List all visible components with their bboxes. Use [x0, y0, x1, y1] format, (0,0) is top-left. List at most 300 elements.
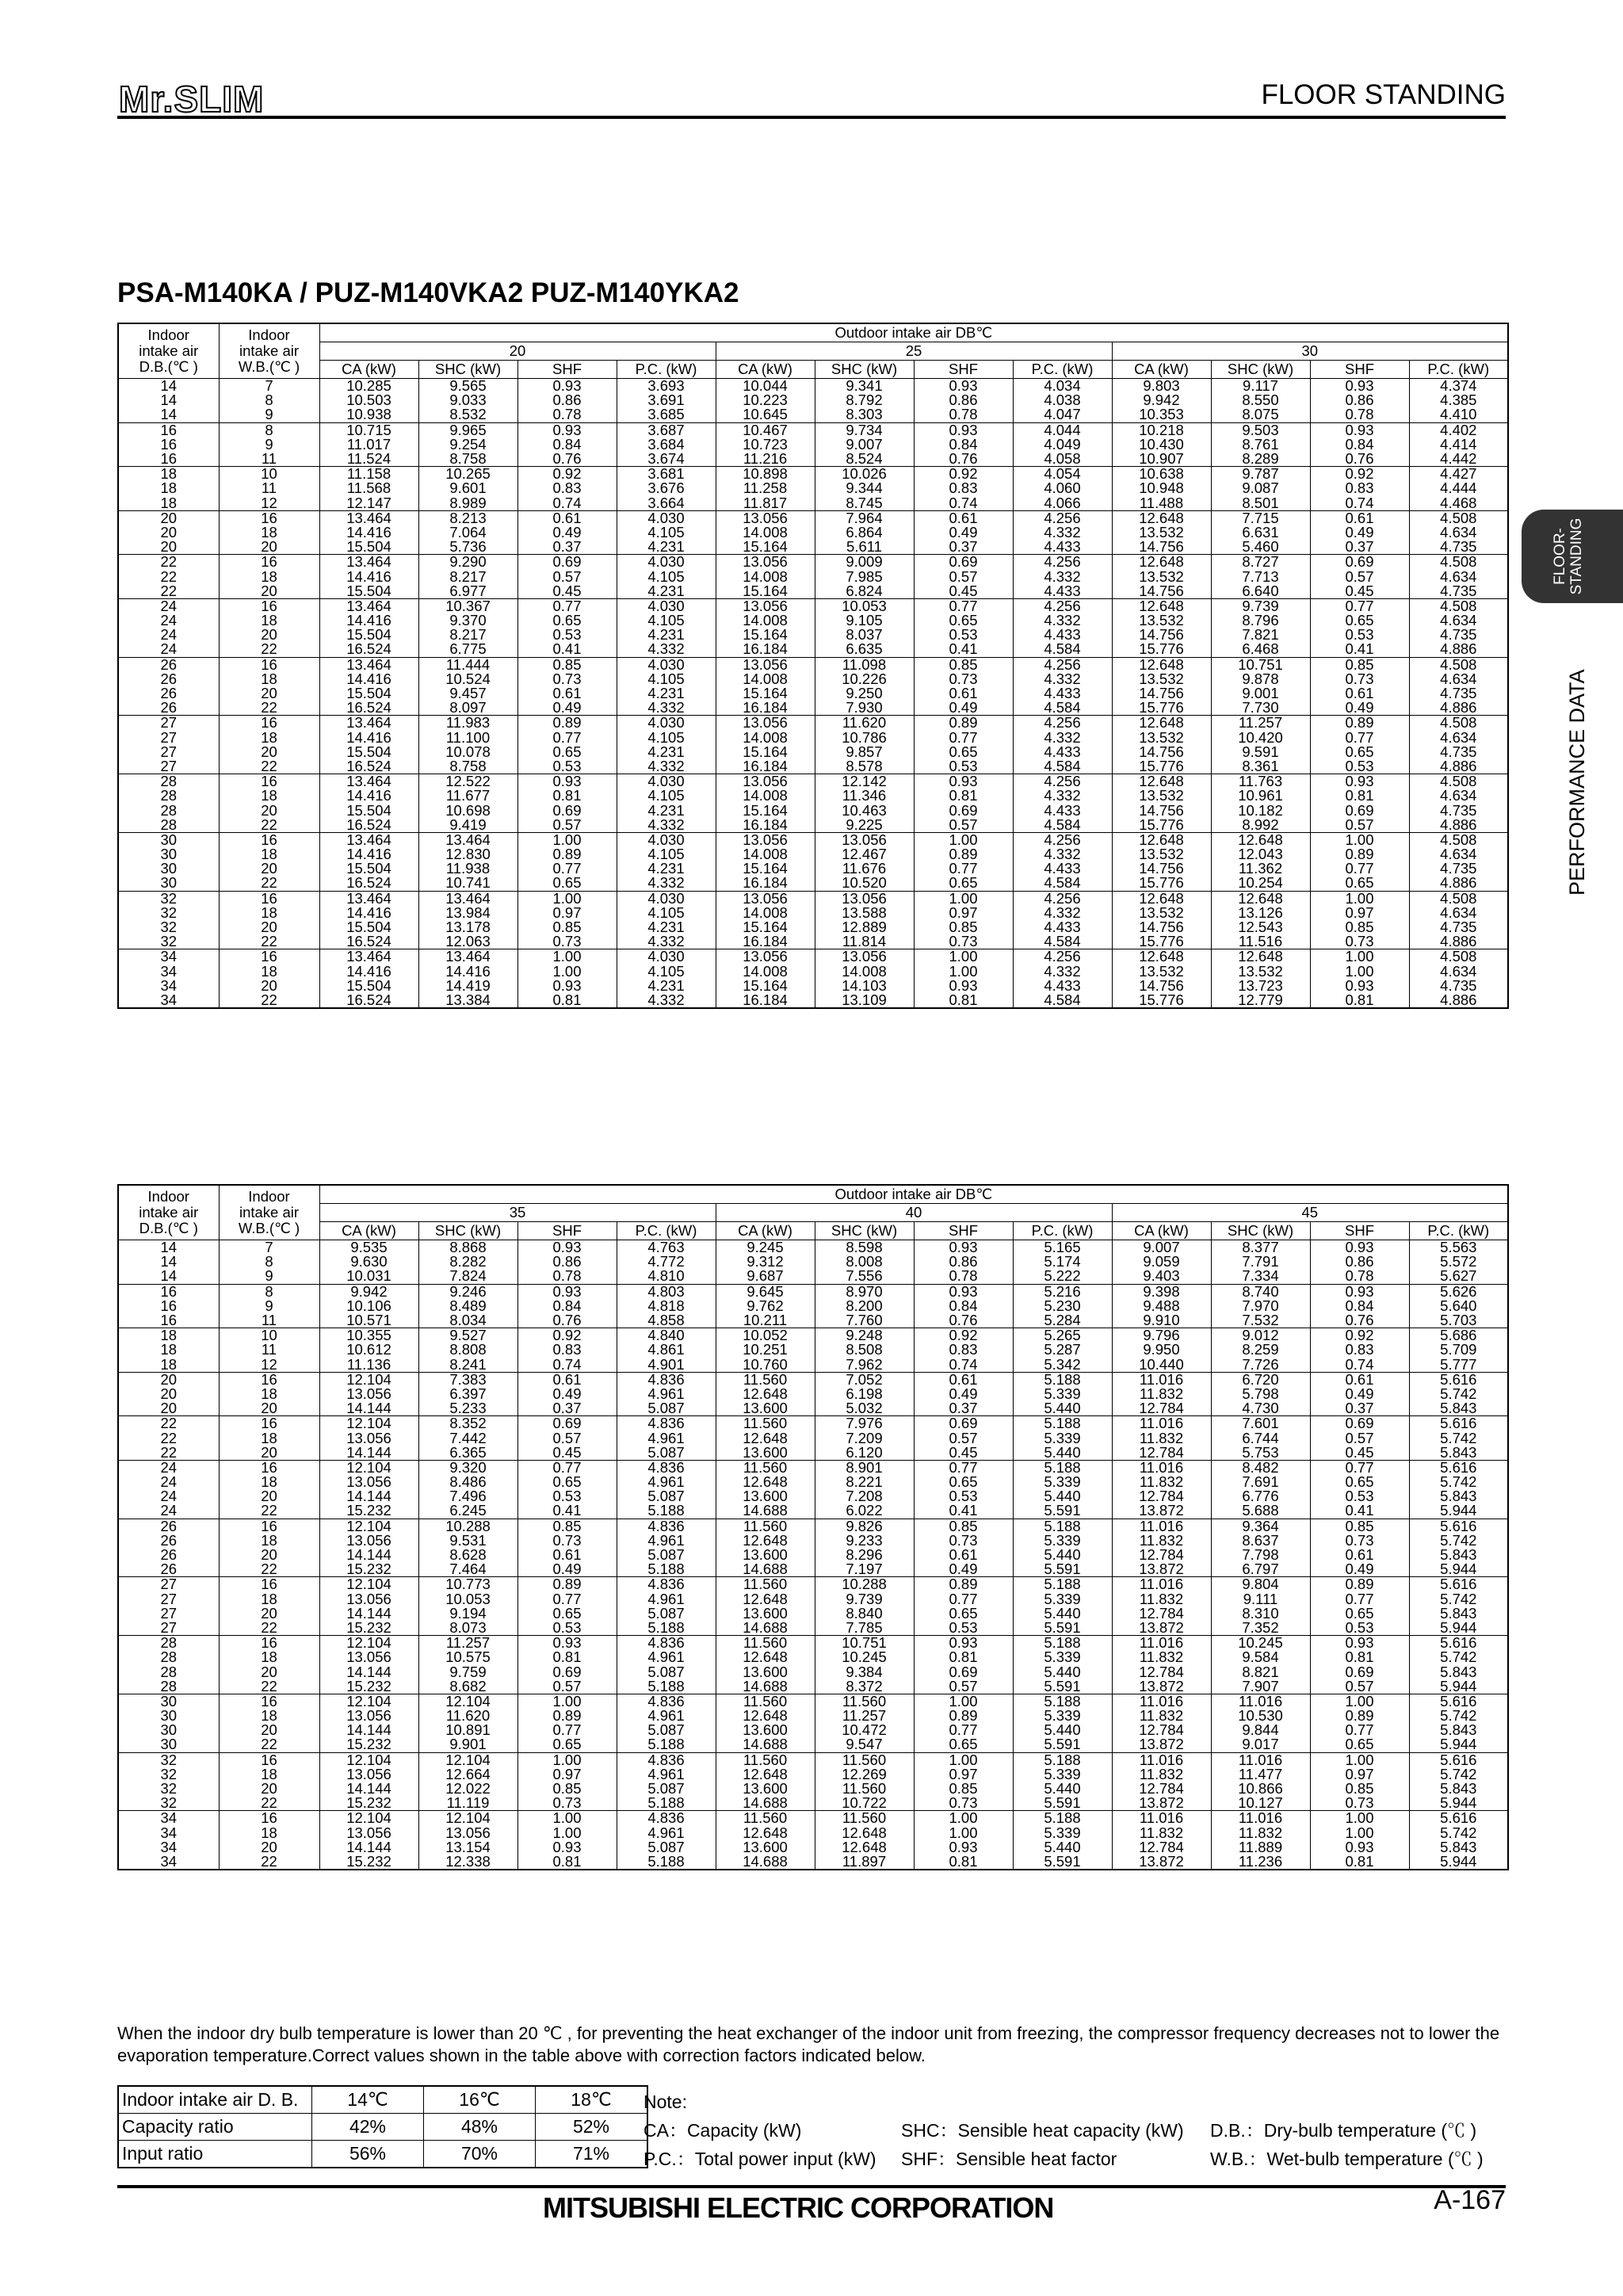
value-cell: 0.53 [914, 628, 1013, 642]
value-cell: 15.232 [319, 1679, 418, 1694]
value-cell: 9.225 [815, 818, 914, 833]
value-cell: 15.776 [1112, 759, 1211, 774]
value-cell: 4.836 [617, 1636, 716, 1651]
value-cell: 4.634 [1409, 789, 1508, 803]
value-cell: 8.486 [418, 1475, 517, 1489]
indoor-db-cell: 22 [118, 555, 219, 570]
value-cell: 11.677 [418, 789, 517, 803]
value-cell: 0.73 [1310, 672, 1409, 686]
value-cell: 13.464 [319, 555, 418, 570]
indoor-wb-cell: 20 [219, 584, 319, 599]
column-header: CA (kW) [319, 361, 418, 379]
value-cell: 5.736 [418, 540, 517, 555]
value-cell: 10.715 [319, 422, 418, 437]
value-cell: 6.198 [815, 1387, 914, 1401]
value-cell: 13.464 [319, 832, 418, 847]
value-cell: 13.464 [319, 949, 418, 965]
input-ratio-value: 71% [536, 2141, 648, 2168]
value-cell: 8.008 [815, 1255, 914, 1269]
value-cell: 10.722 [815, 1796, 914, 1811]
value-cell: 4.047 [1013, 407, 1112, 422]
value-cell: 1.00 [914, 965, 1013, 979]
value-cell: 0.65 [1310, 876, 1409, 891]
value-cell: 0.57 [1310, 569, 1409, 583]
value-cell: 6.022 [815, 1503, 914, 1519]
value-cell: 11.100 [418, 731, 517, 745]
table-row [118, 657, 1508, 672]
value-cell: 10.053 [815, 598, 914, 613]
correction-header-row [118, 2086, 647, 2114]
table-row [118, 716, 1508, 731]
indoor-db-cell: 34 [118, 979, 219, 993]
indoor-db-cell: 32 [118, 891, 219, 906]
value-cell: 8.840 [815, 1606, 914, 1621]
value-cell: 4.508 [1409, 555, 1508, 570]
value-cell: 9.087 [1211, 481, 1310, 495]
value-cell: 9.630 [319, 1255, 418, 1269]
indoor-db-cell: 27 [118, 1592, 219, 1606]
value-cell: 11.560 [716, 1372, 815, 1387]
indoor-wb-header-line: W.B.(℃ ) [238, 1220, 300, 1236]
value-cell: 14.144 [319, 1489, 418, 1503]
table-row [118, 672, 1508, 686]
value-cell: 14.416 [319, 569, 418, 583]
indoor-wb-cell: 20 [219, 1548, 319, 1562]
value-cell: 13.384 [418, 993, 517, 1008]
value-cell: 11.620 [418, 1709, 517, 1723]
indoor-db-cell: 28 [118, 1636, 219, 1651]
value-cell: 5.087 [617, 1548, 716, 1562]
column-header: P.C. (kW) [1013, 361, 1112, 379]
table-row [118, 1313, 1508, 1328]
table-row [118, 686, 1508, 701]
value-cell: 12.648 [1112, 716, 1211, 731]
value-cell: 6.824 [815, 584, 914, 599]
value-cell: 7.064 [418, 525, 517, 540]
indoor-db-cell: 24 [118, 598, 219, 613]
table-row [118, 496, 1508, 511]
value-cell: 14.688 [716, 1796, 815, 1811]
value-cell: 4.961 [617, 1534, 716, 1548]
value-cell: 5.188 [617, 1562, 716, 1577]
value-cell: 14.144 [319, 1723, 418, 1737]
value-cell: 13.056 [418, 1826, 517, 1840]
value-cell: 6.797 [1211, 1562, 1310, 1577]
value-cell: 4.105 [617, 672, 716, 686]
value-cell: 9.739 [1211, 598, 1310, 613]
value-cell: 8.310 [1211, 1606, 1310, 1621]
value-cell: 14.144 [319, 1782, 418, 1796]
value-cell: 8.213 [418, 510, 517, 525]
value-cell: 0.77 [914, 1592, 1013, 1606]
indoor-wb-cell: 20 [219, 1446, 319, 1461]
value-cell: 7.197 [815, 1562, 914, 1577]
value-cell: 5.563 [1409, 1240, 1508, 1255]
value-cell: 8.352 [418, 1416, 517, 1431]
value-cell: 4.231 [617, 628, 716, 642]
value-cell: 12.104 [319, 1694, 418, 1709]
value-cell: 14.688 [716, 1562, 815, 1577]
value-cell: 4.886 [1409, 818, 1508, 833]
value-cell: 12.784 [1112, 1606, 1211, 1621]
value-cell: 9.117 [1211, 379, 1310, 394]
value-cell: 13.056 [815, 832, 914, 847]
table-row [118, 1489, 1508, 1503]
value-cell: 5.843 [1409, 1782, 1508, 1796]
value-cell: 10.251 [716, 1343, 815, 1357]
column-header: CA (kW) [1112, 361, 1211, 379]
value-cell: 14.008 [716, 965, 815, 979]
indoor-db-header [118, 1185, 219, 1240]
value-cell: 0.69 [1310, 1416, 1409, 1431]
note-item: SHF：Sensible heat factor [901, 2149, 1117, 2169]
value-cell: 0.85 [914, 1782, 1013, 1796]
value-cell: 4.332 [1013, 569, 1112, 583]
value-cell: 3.693 [617, 379, 716, 394]
value-cell: 4.231 [617, 745, 716, 759]
value-cell: 0.57 [914, 1431, 1013, 1445]
value-cell: 5.798 [1211, 1387, 1310, 1401]
value-cell: 5.440 [1013, 1489, 1112, 1503]
value-cell: 10.078 [418, 745, 517, 759]
value-cell: 4.332 [617, 934, 716, 949]
value-cell: 0.81 [1310, 1650, 1409, 1664]
value-cell: 0.77 [1310, 1723, 1409, 1737]
value-cell: 14.008 [716, 569, 815, 583]
value-cell: 0.37 [517, 1401, 617, 1416]
value-cell: 9.601 [418, 481, 517, 495]
indoor-wb-cell: 20 [219, 803, 319, 817]
value-cell: 0.77 [1310, 598, 1409, 613]
value-cell: 12.648 [1112, 774, 1211, 789]
value-cell: 10.245 [1211, 1636, 1310, 1651]
indoor-db-cell: 32 [118, 1767, 219, 1782]
table-row [118, 1372, 1508, 1387]
indoor-db-cell: 20 [118, 525, 219, 540]
value-cell: 0.61 [914, 1548, 1013, 1562]
value-cell: 0.93 [1310, 1840, 1409, 1855]
value-cell: 4.030 [617, 716, 716, 731]
performance-table-1 [117, 323, 1509, 1009]
value-cell: 5.626 [1409, 1284, 1508, 1299]
indoor-db-cell: 27 [118, 745, 219, 759]
value-cell: 0.69 [517, 1416, 617, 1431]
indoor-wb-header-line: intake air [239, 342, 300, 359]
value-cell: 10.938 [319, 407, 418, 422]
indoor-db-cell: 20 [118, 540, 219, 555]
value-cell: 15.504 [319, 540, 418, 555]
value-cell: 5.188 [617, 1679, 716, 1694]
value-cell: 0.74 [517, 1358, 617, 1373]
value-cell: 4.374 [1409, 379, 1508, 394]
value-cell: 11.016 [1112, 1372, 1211, 1387]
value-cell: 11.016 [1112, 1752, 1211, 1767]
value-cell: 5.265 [1013, 1328, 1112, 1343]
column-header: CA (kW) [319, 1222, 418, 1240]
value-cell: 0.76 [517, 452, 617, 467]
value-cell: 9.007 [1112, 1240, 1211, 1255]
value-cell: 0.85 [1310, 1782, 1409, 1796]
value-cell: 0.41 [517, 642, 617, 657]
value-cell: 4.861 [617, 1343, 716, 1357]
value-cell: 0.41 [1310, 642, 1409, 657]
value-cell: 5.339 [1013, 1767, 1112, 1782]
value-cell: 10.353 [1112, 407, 1211, 422]
value-cell: 4.836 [617, 1577, 716, 1592]
value-cell: 4.105 [617, 906, 716, 920]
value-cell: 4.256 [1013, 657, 1112, 672]
value-cell: 8.727 [1211, 555, 1310, 570]
value-cell: 4.030 [617, 555, 716, 570]
value-cell: 0.53 [914, 759, 1013, 774]
indoor-db-cell: 34 [118, 1826, 219, 1840]
value-cell: 11.016 [1112, 1811, 1211, 1826]
value-cell: 13.532 [1211, 965, 1310, 979]
value-cell: 0.65 [517, 1606, 617, 1621]
value-cell: 16.524 [319, 993, 418, 1008]
value-cell: 13.532 [1112, 906, 1211, 920]
value-cell: 0.73 [517, 1534, 617, 1548]
value-cell: 0.73 [914, 1534, 1013, 1548]
value-cell: 12.648 [1211, 891, 1310, 906]
indoor-db-cell: 14 [118, 379, 219, 394]
value-cell: 0.69 [1310, 555, 1409, 570]
side-tab-floor-standing[interactable] [1522, 510, 1623, 603]
table-row [118, 906, 1508, 920]
performance-table-2 [117, 1184, 1509, 1870]
value-cell: 8.489 [418, 1299, 517, 1313]
indoor-wb-cell: 18 [219, 965, 319, 979]
value-cell: 5.572 [1409, 1255, 1508, 1269]
indoor-wb-cell: 16 [219, 891, 319, 906]
value-cell: 0.37 [517, 540, 617, 555]
value-cell: 13.056 [716, 598, 815, 613]
value-cell: 4.030 [617, 949, 716, 965]
table-row [118, 1475, 1508, 1489]
notes-title: Note: [643, 2092, 687, 2112]
value-cell: 0.85 [517, 657, 617, 672]
value-cell: 13.984 [418, 906, 517, 920]
indoor-wb-header-line: W.B.(℃ ) [238, 358, 300, 375]
indoor-wb-cell: 7 [219, 379, 319, 394]
indoor-wb-cell: 16 [219, 716, 319, 731]
value-cell: 11.016 [1112, 1519, 1211, 1534]
value-cell: 10.288 [815, 1577, 914, 1592]
indoor-db-cell: 26 [118, 1519, 219, 1534]
indoor-wb-cell: 16 [219, 1694, 319, 1709]
indoor-wb-cell: 22 [219, 934, 319, 949]
table-row [118, 1401, 1508, 1416]
value-cell: 0.77 [517, 598, 617, 613]
indoor-db-cell: 30 [118, 876, 219, 891]
indoor-wb-cell: 18 [219, 731, 319, 745]
value-cell: 12.779 [1211, 993, 1310, 1008]
indoor-wb-cell: 18 [219, 847, 319, 861]
value-cell: 8.532 [418, 407, 517, 422]
value-cell: 11.119 [418, 1796, 517, 1811]
table-row [118, 832, 1508, 847]
table-row [118, 1577, 1508, 1592]
value-cell: 0.61 [517, 1548, 617, 1562]
value-cell: 9.503 [1211, 422, 1310, 437]
value-cell: 9.910 [1112, 1313, 1211, 1328]
value-cell: 0.93 [1310, 422, 1409, 437]
value-cell: 0.49 [517, 701, 617, 716]
table-row [118, 965, 1508, 979]
value-cell: 0.93 [914, 379, 1013, 394]
value-cell: 0.86 [1310, 393, 1409, 407]
indoor-wb-cell: 16 [219, 1519, 319, 1534]
value-cell: 0.53 [1310, 1489, 1409, 1503]
header-rule [117, 116, 1506, 119]
value-cell: 10.520 [815, 876, 914, 891]
value-cell: 10.355 [319, 1328, 418, 1343]
table-row [118, 407, 1508, 422]
value-cell: 11.897 [815, 1855, 914, 1870]
value-cell: 5.742 [1409, 1767, 1508, 1782]
indoor-wb-cell: 16 [219, 1577, 319, 1592]
value-cell: 9.762 [716, 1299, 815, 1313]
low-temp-footnote: When the indoor dry bulb temperature is lower than 20 ℃ , for preventing the heat exchanger of the indoor unit from freezing, the compressor frequency decreases not to lower the evaporation temperature.Correct values shown in the table above with correction factors indicated below. [117, 2023, 1500, 2065]
value-cell: 10.645 [716, 407, 815, 422]
value-cell: 10.053 [418, 1592, 517, 1606]
capacity-ratio-value: 48% [424, 2114, 536, 2141]
value-cell: 0.37 [914, 1401, 1013, 1416]
value-cell: 0.74 [914, 496, 1013, 511]
indoor-wb-cell: 10 [219, 1328, 319, 1343]
indoor-db-header-line: intake air [139, 342, 199, 359]
value-cell: 1.00 [1310, 1811, 1409, 1826]
table-row [118, 774, 1508, 789]
indoor-wb-cell: 20 [219, 1401, 319, 1416]
value-cell: 3.681 [617, 467, 716, 482]
value-cell: 5.616 [1409, 1519, 1508, 1534]
value-cell: 1.00 [517, 1826, 617, 1840]
value-cell: 4.772 [617, 1255, 716, 1269]
value-cell: 1.00 [517, 891, 617, 906]
value-cell: 4.634 [1409, 731, 1508, 745]
value-cell: 4.332 [617, 759, 716, 774]
value-cell: 12.648 [815, 1840, 914, 1855]
side-label-performance-data: PERFORMANCE DATA [1565, 669, 1589, 896]
table-row [118, 1503, 1508, 1519]
value-cell: 5.616 [1409, 1694, 1508, 1709]
value-cell: 4.433 [1013, 628, 1112, 642]
table-row [118, 642, 1508, 657]
value-cell: 13.532 [1112, 847, 1211, 861]
value-cell: 5.627 [1409, 1269, 1508, 1284]
value-cell: 0.85 [517, 920, 617, 934]
value-cell: 0.78 [517, 407, 617, 422]
correction-factor-table [117, 2085, 648, 2168]
table-row [118, 1534, 1508, 1548]
value-cell: 0.93 [517, 1636, 617, 1651]
value-cell: 11.560 [716, 1460, 815, 1475]
value-cell: 11.832 [1112, 1709, 1211, 1723]
value-cell: 8.796 [1211, 613, 1310, 628]
value-cell: 13.872 [1112, 1679, 1211, 1694]
value-cell: 0.85 [914, 920, 1013, 934]
value-cell: 0.76 [1310, 1313, 1409, 1328]
value-cell: 15.164 [716, 686, 815, 701]
value-cell: 0.97 [914, 1767, 1013, 1782]
value-cell: 10.907 [1112, 452, 1211, 467]
value-cell: 11.017 [319, 437, 418, 452]
value-cell: 4.332 [617, 876, 716, 891]
value-cell: 9.535 [319, 1240, 418, 1255]
value-cell: 16.524 [319, 642, 418, 657]
value-cell: 0.74 [517, 496, 617, 511]
value-cell: 0.93 [1310, 774, 1409, 789]
value-cell: 5.233 [418, 1401, 517, 1416]
value-cell: 4.634 [1409, 906, 1508, 920]
indoor-wb-cell: 20 [219, 1782, 319, 1796]
value-cell: 4.256 [1013, 716, 1112, 731]
value-cell: 0.41 [914, 1503, 1013, 1519]
value-cell: 16.524 [319, 818, 418, 833]
value-cell: 11.560 [815, 1811, 914, 1826]
value-cell: 0.73 [517, 934, 617, 949]
value-cell: 13.464 [319, 657, 418, 672]
value-cell: 0.61 [1310, 1548, 1409, 1562]
value-cell: 14.416 [319, 525, 418, 540]
value-cell: 8.758 [418, 452, 517, 467]
value-cell: 9.344 [815, 481, 914, 495]
value-cell: 15.164 [716, 540, 815, 555]
value-cell: 13.056 [716, 774, 815, 789]
indoor-db-cell: 22 [118, 584, 219, 599]
value-cell: 0.89 [914, 1577, 1013, 1592]
value-cell: 0.53 [517, 1621, 617, 1636]
value-cell: 4.058 [1013, 452, 1112, 467]
value-cell: 7.730 [1211, 701, 1310, 716]
value-cell: 11.938 [418, 861, 517, 876]
value-cell: 11.560 [716, 1577, 815, 1592]
value-cell: 0.49 [1310, 1387, 1409, 1401]
value-cell: 10.254 [1211, 876, 1310, 891]
value-cell: 12.338 [418, 1855, 517, 1870]
value-cell: 5.640 [1409, 1299, 1508, 1313]
value-cell: 15.504 [319, 584, 418, 599]
value-cell: 5.616 [1409, 1811, 1508, 1826]
value-cell: 0.93 [914, 979, 1013, 993]
value-cell: 0.77 [1310, 1592, 1409, 1606]
value-cell: 0.85 [914, 657, 1013, 672]
value-cell: 0.84 [517, 1299, 617, 1313]
value-cell: 13.532 [1112, 965, 1211, 979]
value-cell: 15.232 [319, 1503, 418, 1519]
value-cell: 7.962 [815, 1358, 914, 1373]
table-row [118, 1826, 1508, 1840]
value-cell: 8.221 [815, 1475, 914, 1489]
value-cell: 4.886 [1409, 759, 1508, 774]
table-row [118, 891, 1508, 906]
value-cell: 9.384 [815, 1664, 914, 1679]
indoor-db-cell: 30 [118, 861, 219, 876]
value-cell: 0.89 [914, 1709, 1013, 1723]
value-cell: 8.682 [418, 1679, 517, 1694]
value-cell: 5.440 [1013, 1606, 1112, 1621]
value-cell: 0.65 [914, 613, 1013, 628]
value-cell: 4.961 [617, 1431, 716, 1445]
value-cell: 10.467 [716, 422, 815, 437]
value-cell: 1.00 [517, 1694, 617, 1709]
table-row [118, 1269, 1508, 1284]
indoor-db-cell: 27 [118, 716, 219, 731]
table-row [118, 818, 1508, 833]
value-cell: 9.796 [1112, 1328, 1211, 1343]
value-cell: 5.616 [1409, 1460, 1508, 1475]
